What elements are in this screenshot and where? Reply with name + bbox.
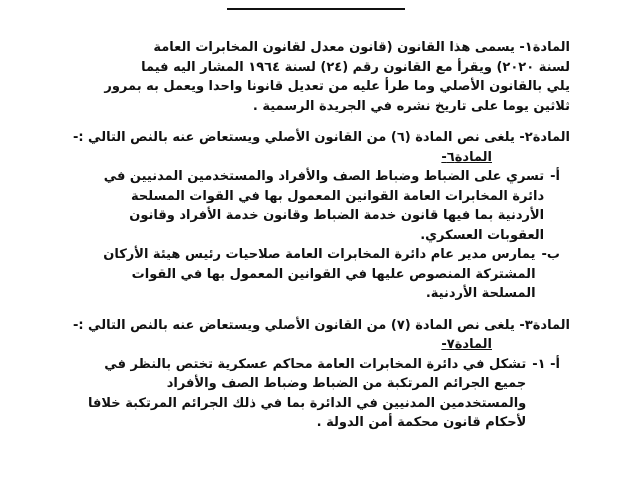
article-2 <box>38 128 570 304</box>
article-2-item-b-line-1: يمارس مدير عام دائرة المخابرات العامة صلاحيات رئيس هيئة الأركان <box>103 247 536 262</box>
article-3-heading <box>38 316 570 336</box>
article-2-item-b-marker: ب- <box>541 247 560 262</box>
article-2-item-b <box>38 245 570 304</box>
article-2-item-b-text <box>38 245 536 304</box>
document-body <box>38 38 570 445</box>
article-2-heading <box>38 128 570 148</box>
article-2-item-a <box>38 167 570 245</box>
article-2-intro: يلغى نص المادة (٦) من القانون الأصلي ويستعاض عنه بالنص التالي :- <box>72 130 515 145</box>
article-3-subheading <box>38 335 492 355</box>
article-3-intro: يلغى نص المادة (٧) من القانون الأصلي ويستعاض عنه بالنص التالي :- <box>72 317 515 333</box>
article-3-item-a1-line-3: والمستخدمين المدنيين في الدائرة بما في ذلك الجرائم المرتكبة خلافا <box>88 395 527 411</box>
article-1-line-2: لسنة ٢٠٢٠) ويقرأ مع القانون رقم (٢٤) لسنة ١٩٦٤ المشار اليه فيما <box>141 59 570 75</box>
article-2-sub-title: المادة٦- <box>441 149 492 165</box>
article-3-sub-title: المادة٧- <box>441 337 492 352</box>
article-2-item-b-line-3: المسلحة الأردنية. <box>425 286 536 301</box>
article-2-label: المادة٢- <box>519 130 570 145</box>
article-2-item-a-line-1: تسري على الضباط وضباط الصف والأفراد والمستخدمين المدنيين في <box>103 169 545 184</box>
article-2-item-a-line-3: الأردنية بما فيها قانون خدمة الضباط وقانون خدمة الأفراد وقانون <box>129 208 545 223</box>
article-3 <box>38 316 570 433</box>
article-3-item-a1 <box>38 355 570 433</box>
article-1 <box>38 38 570 116</box>
article-3-item-a1-marker: أ- ١- <box>532 356 560 372</box>
article-1-label: المادة١- <box>519 40 570 55</box>
article-1-line-1 <box>38 38 570 58</box>
header-rule <box>227 8 405 10</box>
article-3-item-a1-line-2: جميع الجرائم المرتكبة من الضباط وضباط الصف والأفراد <box>166 376 527 391</box>
article-2-item-a-marker: أ- <box>550 169 560 184</box>
article-3-label: المادة٣- <box>519 317 570 333</box>
article-2-item-b-line-2: المشتركة المنصوص عليها في القوانين المعمول بها في القوات <box>131 266 536 282</box>
article-1-line-3: يلي بالقانون الأصلي وما طرأ عليه من تعديل قانونا واحدا ويعمل به بمرور <box>104 79 570 94</box>
article-2-item-a-line-4: العقوبات العسكري. <box>420 227 545 243</box>
article-3-item-a1-text <box>38 355 526 433</box>
article-2-item-a-text <box>38 167 544 245</box>
article-3-item-a1-line-1: تشكل في دائرة المخابرات العامة محاكم عسكرية تختص بالنظر في <box>104 356 527 372</box>
article-2-item-a-line-2: دائرة المخابرات العامة القوانين المعمول بها في القوات المسلحة <box>130 188 545 204</box>
article-3-item-a1-line-4: لأحكام قانون محكمة أمن الدولة . <box>316 415 527 430</box>
article-1-line-4: ثلاثين يوما على تاريخ نشره في الجريدة الرسمية . <box>252 98 570 114</box>
article-1-text: يسمى هذا القانون (قانون معدل لقانون المخابرات العامة <box>153 40 515 55</box>
article-2-subheading <box>38 148 492 168</box>
